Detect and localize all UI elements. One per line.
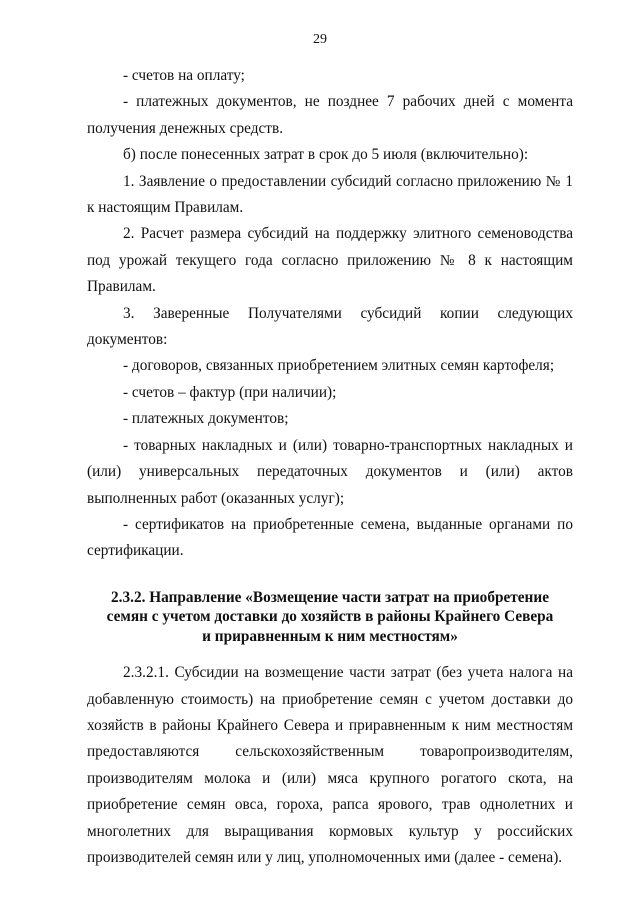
paragraph-certificates: - сертификатов на приобретенные семена, выданные органами по сертификации.	[87, 515, 573, 560]
paragraph-invoices: - счетов на оплату;	[123, 67, 245, 84]
paragraph-item-3: 3. Заверенные Получателями субсидий копии следующих документов:	[87, 304, 573, 349]
section-heading-line-1: 2.3.2. Направление «Возмещение части затрат на приобретение	[111, 588, 549, 606]
page-number: 29	[313, 32, 327, 47]
section-heading-line-2: семян с учетом доставки до хозяйств в районы Крайнего Севера	[106, 608, 554, 626]
paragraph-after-costs: б) после понесенных затрат в срок до 5 июля (включительно):	[123, 146, 529, 164]
paragraph-2-3-2-1: 2.3.2.1. Субсидии на возмещение части затрат (без учета налога на добавленную стоимость) на приобретение семян с учетом доставки до хозяйств в районы Крайнего Севера и приравненным к ним местностям предоставляются сельскохозяйственным товаропроизводителям, производителям молока и (или) мяса крупного рогатого скота, на приобретение семян овса, гороха, рапса ярового, трав однолетних и многолетних для выращивания кормовых культур у российских производителей семян или у лиц, уполномоченных ими (далее - семена).	[87, 664, 573, 867]
paragraph-waybills: - товарных накладных и (или) товарно-транспортных накладных и (или) универсальных передаточных документов и (или) актов выполненных работ (оказанных услуг);	[87, 436, 573, 507]
paragraph-payment-documents: - платежных документов;	[123, 410, 289, 428]
paragraph-contracts: - договоров, связанных приобретением элитных семян картофеля;	[123, 357, 555, 375]
paragraph-payment-docs: - платежных документов, не позднее 7 рабочих дней с момента получения денежных средств.	[87, 93, 573, 137]
paragraph-item-2: 2. Расчет размера субсидий на поддержку элитного семеноводства под урожай текущего года согласно приложению № 8 к настоящим Правилам.	[87, 225, 573, 296]
section-heading	[87, 588, 573, 647]
section-heading-line-3: и приравненным к ним местностям»	[202, 627, 458, 645]
paragraph-item-1: 1. Заявление о предоставлении субсидий согласно приложению № 1 к настоящим Правилам.	[87, 172, 573, 217]
document-body	[87, 63, 573, 871]
paragraph-invoices-facturas: - счетов – фактур (при наличии);	[123, 383, 337, 401]
